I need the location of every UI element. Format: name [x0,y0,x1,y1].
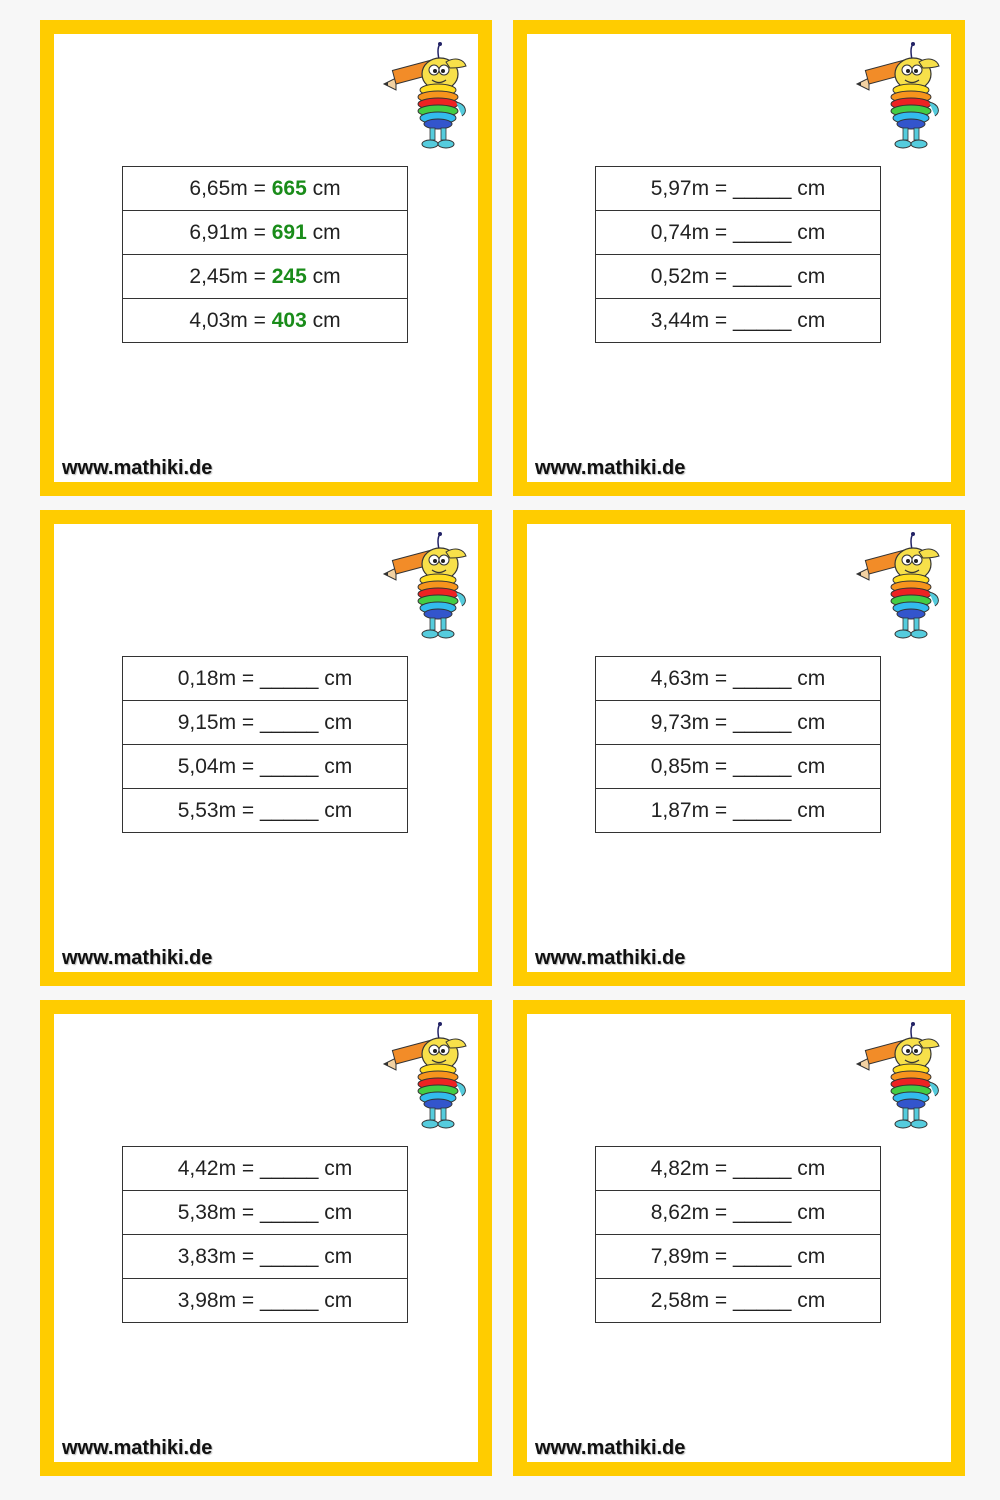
table-row [123,299,408,343]
meters-value: 2,45m [189,264,248,288]
task-card [40,510,492,986]
answer-value: 665 [271,176,307,200]
meters-value: 9,15m [177,710,237,734]
meters-value: 6,91m [189,220,248,244]
table-row [596,299,881,343]
conversion-cell [123,255,408,299]
answer-blank: _____ [733,1288,792,1312]
bee-with-pencil-icon [382,530,472,642]
meters-value: 3,98m [177,1288,237,1312]
meters-value: 6,65m [189,176,248,200]
conversion-cell [123,1147,408,1191]
table-row [123,1235,408,1279]
answer-blank: _____ [733,264,792,288]
answer-blank: _____ [733,220,792,244]
table-row [123,701,408,745]
table-row [123,255,408,299]
website-label: www.mathiki.de [62,947,213,969]
answer-value: 245 [271,264,307,288]
meters-value: 4,03m [189,308,248,332]
answer-blank: _____ [733,754,792,778]
website-label: www.mathiki.de [535,947,686,969]
conversion-cell [123,789,408,833]
bee-with-pencil-icon [855,40,945,152]
website-label: www.mathiki.de [62,1437,213,1459]
unit-label: cm [797,1200,826,1224]
equals-sign: = [241,710,255,734]
unit-label: cm [797,754,826,778]
unit-label: cm [324,666,353,690]
conversion-cell [123,701,408,745]
task-card [513,510,965,986]
equals-sign: = [714,308,728,332]
conversion-table [595,1146,881,1323]
equals-sign: = [714,176,728,200]
meters-value: 0,52m [650,264,710,288]
equals-sign: = [714,220,728,244]
website-label: www.mathiki.de [535,1437,686,1459]
conversion-table [122,656,408,833]
answer-blank: _____ [733,710,792,734]
unit-label: cm [324,710,353,734]
meters-value: 5,97m [650,176,710,200]
meters-value: 5,38m [177,1200,237,1224]
task-card [40,20,492,496]
unit-label: cm [312,308,341,332]
answer-blank: _____ [733,1200,792,1224]
meters-value: 3,83m [177,1244,237,1268]
unit-label: cm [324,754,353,778]
unit-label: cm [324,798,353,822]
answer-blank: _____ [733,1156,792,1180]
answer-blank: _____ [733,308,792,332]
equals-sign: = [714,264,728,288]
table-row [596,1279,881,1323]
unit-label: cm [797,798,826,822]
conversion-cell [596,1279,881,1323]
conversion-cell [596,701,881,745]
unit-label: cm [797,176,826,200]
unit-label: cm [797,220,826,244]
task-card [513,1000,965,1476]
unit-label: cm [797,264,826,288]
conversion-table [595,656,881,833]
equals-sign: = [714,666,728,690]
unit-label: cm [312,264,341,288]
bee-with-pencil-icon [855,530,945,642]
conversion-cell [596,299,881,343]
meters-value: 4,42m [177,1156,237,1180]
bee-with-pencil-icon [382,40,472,152]
answer-blank: _____ [733,798,792,822]
answer-blank: _____ [260,798,319,822]
meters-value: 0,18m [177,666,237,690]
website-label: www.mathiki.de [535,457,686,479]
unit-label: cm [324,1200,353,1224]
answer-blank: _____ [260,1288,319,1312]
bee-with-pencil-icon [855,1020,945,1132]
task-card [40,1000,492,1476]
meters-value: 4,63m [650,666,710,690]
unit-label: cm [312,176,341,200]
table-row [596,701,881,745]
task-card [513,20,965,496]
meters-value: 7,89m [650,1244,710,1268]
unit-label: cm [324,1288,353,1312]
equals-sign: = [253,264,266,288]
conversion-table [122,166,408,343]
equals-sign: = [241,798,255,822]
answer-blank: _____ [733,1244,792,1268]
conversion-cell [596,1191,881,1235]
conversion-cell [123,1235,408,1279]
equals-sign: = [714,798,728,822]
meters-value: 5,53m [177,798,237,822]
table-row [596,167,881,211]
equals-sign: = [241,1244,255,1268]
bee-with-pencil-icon [382,1020,472,1132]
unit-label: cm [797,666,826,690]
table-row [596,1235,881,1279]
meters-value: 2,58m [650,1288,710,1312]
table-row [123,167,408,211]
equals-sign: = [241,1288,255,1312]
unit-label: cm [797,710,826,734]
unit-label: cm [797,1244,826,1268]
table-row [596,745,881,789]
conversion-table [595,166,881,343]
meters-value: 1,87m [650,798,710,822]
answer-value: 691 [271,220,307,244]
equals-sign: = [714,1200,728,1224]
conversion-cell [123,657,408,701]
answer-blank: _____ [260,1156,319,1180]
website-label: www.mathiki.de [62,457,213,479]
equals-sign: = [241,754,255,778]
table-row [596,1147,881,1191]
equals-sign: = [253,220,266,244]
conversion-table [122,1146,408,1323]
meters-value: 4,82m [650,1156,710,1180]
unit-label: cm [312,220,341,244]
unit-label: cm [324,1156,353,1180]
equals-sign: = [714,710,728,734]
conversion-cell [123,211,408,255]
conversion-cell [123,1279,408,1323]
answer-blank: _____ [260,710,319,734]
conversion-cell [596,1235,881,1279]
unit-label: cm [797,308,826,332]
table-row [596,1191,881,1235]
meters-value: 5,04m [177,754,237,778]
meters-value: 9,73m [650,710,710,734]
equals-sign: = [714,1244,728,1268]
conversion-cell [596,657,881,701]
answer-blank: _____ [260,1200,319,1224]
equals-sign: = [714,754,728,778]
equals-sign: = [241,1156,255,1180]
conversion-cell [123,167,408,211]
table-row [596,211,881,255]
conversion-cell [123,299,408,343]
answer-blank: _____ [733,666,792,690]
table-row [123,1191,408,1235]
meters-value: 0,74m [650,220,710,244]
unit-label: cm [797,1288,826,1312]
table-row [123,211,408,255]
answer-value: 403 [271,308,307,332]
answer-blank: _____ [260,754,319,778]
table-row [123,789,408,833]
answer-blank: _____ [260,1244,319,1268]
conversion-cell [123,1191,408,1235]
conversion-cell [596,167,881,211]
meters-value: 0,85m [650,754,710,778]
table-row [123,745,408,789]
equals-sign: = [714,1156,728,1180]
conversion-cell [596,789,881,833]
answer-blank: _____ [260,666,319,690]
table-row [596,789,881,833]
meters-value: 3,44m [650,308,710,332]
equals-sign: = [253,176,266,200]
conversion-cell [596,211,881,255]
equals-sign: = [241,1200,255,1224]
answer-blank: _____ [733,176,792,200]
table-row [123,657,408,701]
conversion-cell [596,745,881,789]
conversion-cell [123,745,408,789]
meters-value: 8,62m [650,1200,710,1224]
equals-sign: = [714,1288,728,1312]
unit-label: cm [324,1244,353,1268]
table-row [123,1279,408,1323]
table-row [596,657,881,701]
equals-sign: = [241,666,255,690]
equals-sign: = [253,308,266,332]
table-row [123,1147,408,1191]
conversion-cell [596,1147,881,1191]
table-row [596,255,881,299]
conversion-cell [596,255,881,299]
unit-label: cm [797,1156,826,1180]
